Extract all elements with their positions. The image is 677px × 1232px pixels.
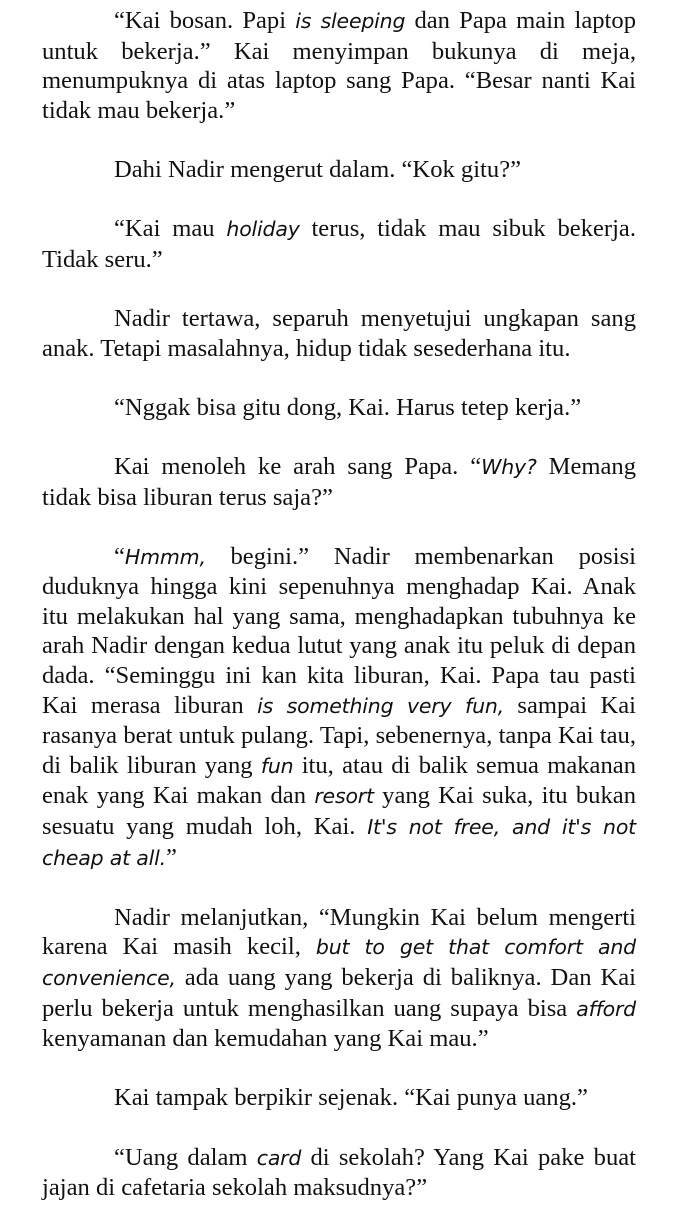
italic-phrase: is sleeping [295, 9, 406, 33]
story-paragraph [42, 155, 636, 185]
italic-phrase: fun [260, 753, 294, 778]
paragraph-text: begini.” Nadir membenarkan posisi duduknya hingga kini sepenuhnya menghadap Kai. Anak itu melakukan hal yang sama, menghadapkan tubuhnya ke arah Nadir dengan kedua lutut yang anak itu peluk di depan dada. “Seminggu ini kan kita liburan, Kai. Papa tau pasti Kai merasa liburan [42, 542, 636, 719]
paragraph-text: ada uang yang bekerja di baliknya. Dan Kai perlu bekerja untuk menghasilkan uang supaya bisa [42, 964, 636, 1022]
document-page [42, 6, 636, 1232]
italic-phrase: resort [314, 784, 374, 809]
italic-phrase: Why? [481, 454, 537, 479]
story-paragraph [42, 903, 636, 1054]
story-paragraph [42, 6, 636, 125]
story-paragraph [42, 393, 636, 423]
paragraph-text: “Kai bosan. Papi [114, 7, 296, 34]
paragraph-text: “Kai mau [114, 215, 227, 243]
paragraph-text: yang Kai suka, itu bukan sesuatu yang mudah loh, Kai. [42, 782, 636, 841]
paragraph-text: ” [165, 843, 177, 871]
italic-phrase: holiday [226, 217, 300, 242]
paragraph-text: terus, tidak mau sibuk bekerja. Tidak seru.” [42, 215, 636, 273]
paragraph-text: “Nggak bisa gitu dong, Kai. Harus tetep kerja.” [114, 393, 582, 421]
italic-phrase: afford [576, 996, 636, 1021]
paragraph-text: Nadir melanjutkan, “Mungkin Kai belum mengerti karena Kai masih kecil, [42, 903, 636, 961]
paragraph-text: Kai menoleh ke arah sang Papa. “ [114, 452, 482, 480]
story-paragraph [42, 304, 636, 363]
story-paragraph [42, 214, 636, 274]
paragraph-text: Dahi Nadir mengerut dalam. “Kok gitu?” [114, 155, 522, 183]
italic-phrase: but to get that comfort and convenience, [42, 935, 636, 990]
story-paragraph [42, 542, 636, 874]
paragraph-text: di sekolah? Yang Kai pake buat jajan di cafetaria sekolah maksudnya?” [42, 1143, 636, 1202]
paragraph-text: dan Papa main laptop untuk bekerja.” Kai menyimpan bukunya di meja, menumpuknya di atas laptop sang Papa. “Besar nanti Kai tidak mau bekerja.” [42, 7, 636, 124]
italic-phrase: Hmmm, [124, 544, 206, 569]
paragraph-text: “ [114, 542, 125, 570]
paragraph-text: Nadir tertawa, separuh menyetujui ungkapan sang anak. Tetapi masalahnya, hidup tidak sesederhana itu. [42, 304, 636, 362]
italic-phrase: card [256, 1145, 302, 1170]
paragraph-text: Memang tidak bisa liburan terus saja?” [42, 452, 636, 511]
story-paragraph [42, 1083, 636, 1113]
story-paragraph [42, 452, 636, 512]
paragraph-text: “Uang dalam [114, 1143, 257, 1171]
story-paragraph [42, 1143, 636, 1203]
paragraph-text: itu, atau di balik semua makanan enak yang Kai makan dan [42, 751, 636, 810]
italic-phrase: is something very fun, [257, 693, 504, 718]
paragraph-text: sampai Kai rasanya berat untuk pulang. Tapi, sebenernya, tanpa Kai tau, di balik liburan yang [42, 691, 636, 779]
paragraph-text: kenyamanan dan kemudahan yang Kai mau.” [42, 1025, 489, 1053]
italic-phrase: It's not free, and it's not cheap at all. [42, 815, 637, 870]
paragraph-text: Kai tampak berpikir sejenak. “Kai punya uang.” [114, 1084, 588, 1112]
